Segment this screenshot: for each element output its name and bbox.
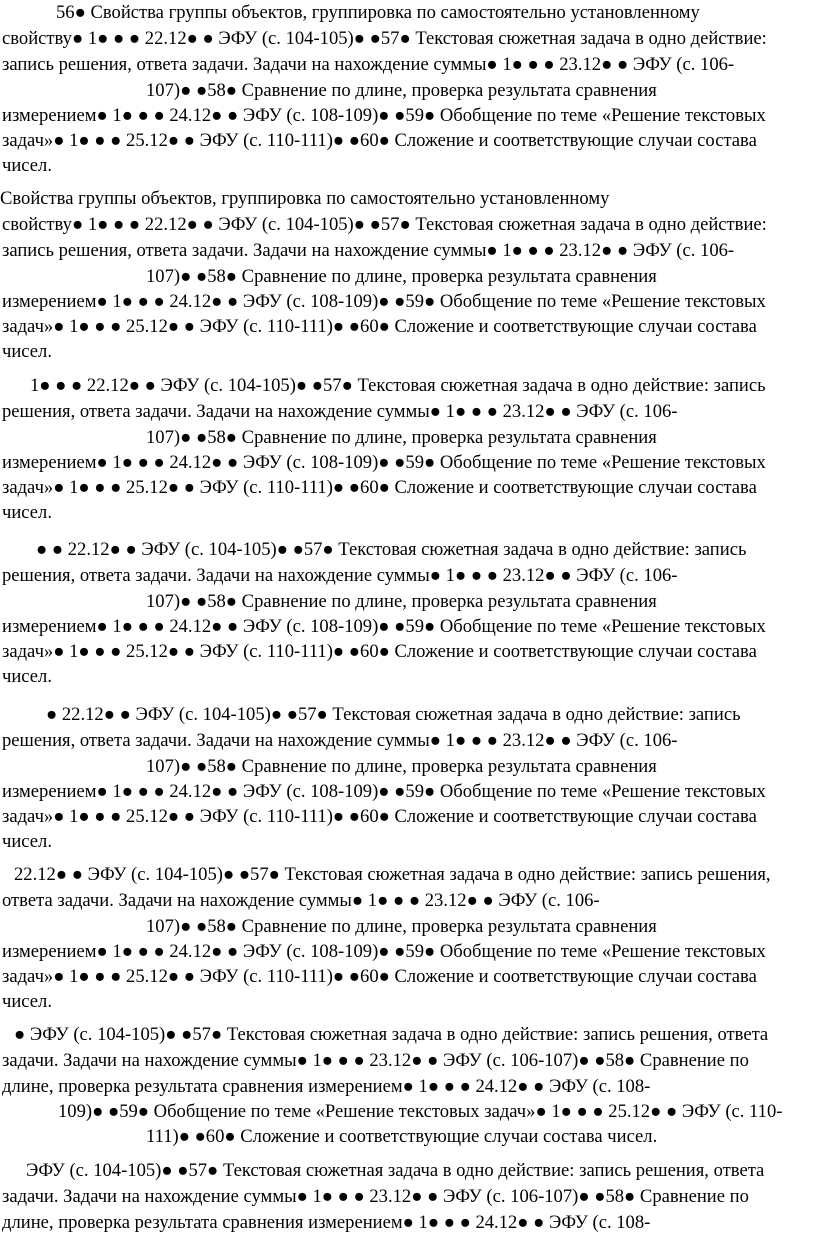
text-line: решения, ответа задачи. Задачи на нахождение суммы● 1● ● ● 23.12● ● ЭФУ (с. 106- xyxy=(2,730,678,751)
text-line: измерением● 1● ● ● 24.12● ● ЭФУ (с. 108-109)● ●59● Обобщение по теме «Решение текстовых xyxy=(2,291,766,312)
text-line: решения, ответа задачи. Задачи на нахождение суммы● 1● ● ● 23.12● ● ЭФУ (с. 106- xyxy=(2,565,678,586)
text-line: запись решения, ответа задачи. Задачи на нахождение суммы● 1● ● ● 23.12● ● ЭФУ (с. 106- xyxy=(2,54,735,75)
text-line: запись решения, ответа задачи. Задачи на нахождение суммы● 1● ● ● 23.12● ● ЭФУ (с. 106- xyxy=(2,240,735,261)
text-line: чисел. xyxy=(2,991,52,1012)
text-line: ● 22.12● ● ЭФУ (с. 104-105)● ●57● Текстовая сюжетная задача в одно действие: запись xyxy=(46,704,741,725)
text-line: ● ● 22.12● ● ЭФУ (с. 104-105)● ●57● Текстовая сюжетная задача в одно действие: запись xyxy=(36,539,747,560)
text-line: 107)● ●58● Сравнение по длине, проверка результата сравнения xyxy=(146,756,657,777)
text-line: чисел. xyxy=(2,341,52,362)
text-line: задачи. Задачи на нахождение суммы● 1● ● ● 23.12● ● ЭФУ (с. 106-107)● ●58● Сравнение по xyxy=(2,1050,749,1071)
text-line: 107)● ●58● Сравнение по длине, проверка результата сравнения xyxy=(146,266,657,287)
text-line: Свойства группы объектов, группировка по самостоятельно установленному xyxy=(0,188,610,209)
text-line: 107)● ●58● Сравнение по длине, проверка результата сравнения xyxy=(146,916,657,937)
text-line: свойству● 1● ● ● 22.12● ● ЭФУ (с. 104-105)● ●57● Текстовая сюжетная задача в одно действие: xyxy=(2,214,767,235)
text-line: 107)● ●58● Сравнение по длине, проверка результата сравнения xyxy=(146,591,657,612)
text-line: задач»● 1● ● ● 25.12● ● ЭФУ (с. 110-111)● ●60● Сложение и соответствующие случаи состава xyxy=(2,477,757,498)
text-line: 107)● ●58● Сравнение по длине, проверка результата сравнения xyxy=(146,80,657,101)
text-line: 1● ● ● 22.12● ● ЭФУ (с. 104-105)● ●57● Текстовая сюжетная задача в одно действие: запись xyxy=(30,375,766,396)
text-line: чисел. xyxy=(2,831,52,852)
text-line: длине, проверка результата сравнения измерением● 1● ● ● 24.12● ● ЭФУ (с. 108- xyxy=(2,1212,651,1233)
text-line: 22.12● ● ЭФУ (с. 104-105)● ●57● Текстовая сюжетная задача в одно действие: запись решения, xyxy=(14,864,771,885)
text-line: измерением● 1● ● ● 24.12● ● ЭФУ (с. 108-109)● ●59● Обобщение по теме «Решение текстовых xyxy=(2,452,766,473)
text-line: задач»● 1● ● ● 25.12● ● ЭФУ (с. 110-111)● ●60● Сложение и соответствующие случаи состава xyxy=(2,641,757,662)
text-line: ЭФУ (с. 104-105)● ●57● Текстовая сюжетная задача в одно действие: запись решения, ответа xyxy=(26,1160,765,1181)
text-line: задач»● 1● ● ● 25.12● ● ЭФУ (с. 110-111)● ●60● Сложение и соответствующие случаи состава xyxy=(2,316,757,337)
text-line: 111)● ●60● Сложение и соответствующие случаи состава чисел. xyxy=(146,1126,658,1147)
text-line: решения, ответа задачи. Задачи на нахождение суммы● 1● ● ● 23.12● ● ЭФУ (с. 106- xyxy=(2,401,678,422)
text-line: чисел. xyxy=(2,502,52,523)
text-line: ответа задачи. Задачи на нахождение суммы● 1● ● ● 23.12● ● ЭФУ (с. 106- xyxy=(2,890,600,911)
text-line: длине, проверка результата сравнения измерением● 1● ● ● 24.12● ● ЭФУ (с. 108- xyxy=(2,1076,651,1097)
text-line: измерением● 1● ● ● 24.12● ● ЭФУ (с. 108-109)● ●59● Обобщение по теме «Решение текстовых xyxy=(2,616,766,637)
text-line: задач»● 1● ● ● 25.12● ● ЭФУ (с. 110-111)● ●60● Сложение и соответствующие случаи состава xyxy=(2,130,757,151)
text-line: задачи. Задачи на нахождение суммы● 1● ● ● 23.12● ● ЭФУ (с. 106-107)● ●58● Сравнение по xyxy=(2,1186,749,1207)
text-line: 109)● ●59● Обобщение по теме «Решение текстовых задач»● 1● ● ● 25.12● ● ЭФУ (с. 110- xyxy=(58,1101,783,1122)
text-line: измерением● 1● ● ● 24.12● ● ЭФУ (с. 108-109)● ●59● Обобщение по теме «Решение текстовых xyxy=(2,781,766,802)
text-line: свойству● 1● ● ● 22.12● ● ЭФУ (с. 104-105)● ●57● Текстовая сюжетная задача в одно действие: xyxy=(2,28,767,49)
text-line: чисел. xyxy=(2,155,52,176)
text-line: ● ЭФУ (с. 104-105)● ●57● Текстовая сюжетная задача в одно действие: запись решения, ответа xyxy=(14,1024,769,1045)
text-line: 107)● ●58● Сравнение по длине, проверка результата сравнения xyxy=(146,427,657,448)
text-line: задач»● 1● ● ● 25.12● ● ЭФУ (с. 110-111)● ●60● Сложение и соответствующие случаи состава xyxy=(2,806,757,827)
text-line: чисел. xyxy=(2,666,52,687)
text-line: задач»● 1● ● ● 25.12● ● ЭФУ (с. 110-111)● ●60● Сложение и соответствующие случаи состава xyxy=(2,966,757,987)
text-line: измерением● 1● ● ● 24.12● ● ЭФУ (с. 108-109)● ●59● Обобщение по теме «Решение текстовых xyxy=(2,105,766,126)
text-line: измерением● 1● ● ● 24.12● ● ЭФУ (с. 108-109)● ●59● Обобщение по теме «Решение текстовых xyxy=(2,941,766,962)
text-line: 56● Свойства группы объектов, группировка по самостоятельно установленному xyxy=(56,2,700,23)
